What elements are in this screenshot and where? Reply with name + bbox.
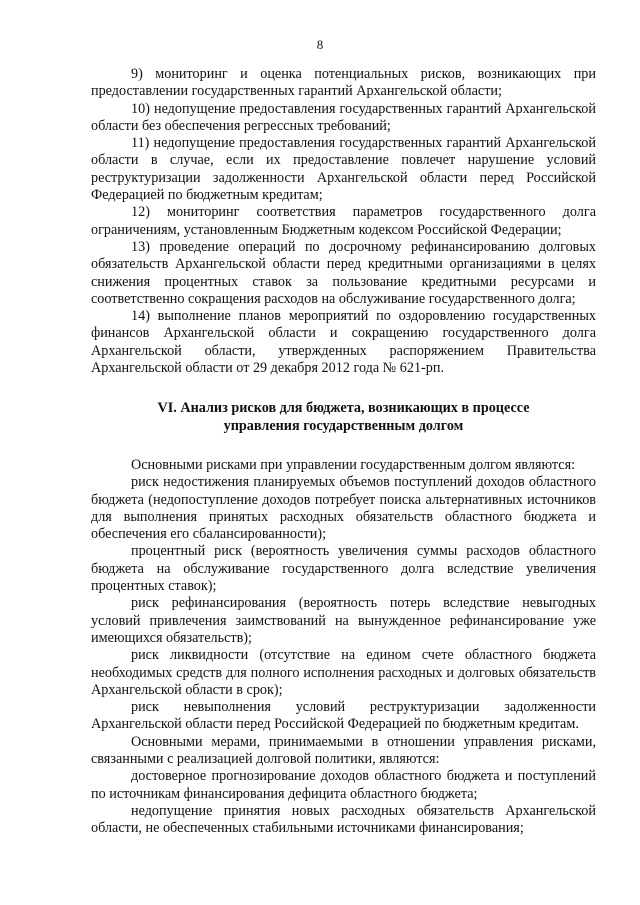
paragraph-refinancing-risk: риск рефинансирования (вероятность потерь вследствие невыгодных условий привлечения заимствований на вынужденное рефинансирование уже имеющихся обязательств); <box>91 595 596 646</box>
list-item-12: 12) мониторинг соответствия параметров государственного долга ограничениям, установленным Бюджетным кодексом Российской Федерации; <box>91 204 596 238</box>
paragraph-forecasting: достоверное прогнозирование доходов областного бюджета и поступлений по источникам финансирования дефицита областного бюджета; <box>91 768 596 802</box>
paragraph-restructuring-risk: риск невыполнения условий реструктуризации задолженности Архангельской области перед Российской Федерацией по бюджетным кредитам. <box>91 699 596 733</box>
paragraph-main-risks: Основными рисками при управлении государственным долгом являются: <box>131 456 576 473</box>
paragraph-interest-risk: процентный риск (вероятность увеличения суммы расходов областного бюджета на обслуживание государственного долга вследствие увеличения процентных ставок); <box>91 543 596 595</box>
section-heading-line-1: VI. Анализ рисков для бюджета, возникающих в процессе <box>157 400 530 417</box>
paragraph-liquidity-risk: риск ликвидности (отсутствие на едином счете областного бюджета необходимых средств для полного исполнения расходных и долговых обязательств Архангельской области в срок); <box>91 647 596 698</box>
paragraph-main-measures: Основными мерами, принимаемыми в отношении управления рисками, связанными с реализацией долговой политики, являются: <box>91 733 596 767</box>
section-heading-line-2: управления государственным долгом <box>223 417 464 434</box>
list-item-9: 9) мониторинг и оценка потенциальных рисков, возникающих при предоставлении государственных гарантий Архангельской области; <box>91 66 596 100</box>
page-number: 8 <box>316 37 324 52</box>
document-body <box>91 66 596 837</box>
paragraph-no-new-obligations: недопущение принятия новых расходных обязательств Архангельской области, не обеспеченных стабильными источниками финансирования; <box>91 802 596 837</box>
section-heading <box>91 400 596 435</box>
list-item-14: 14) выполнение планов мероприятий по оздоровлению государственных финансов Архангельской области и сокращению государственного долга Архангельской области, утвержденных распоряжением Правительства Архангельской области от 29 декабря 2012 года № 621-рп. <box>91 308 596 377</box>
list-item-10: 10) недопущение предоставления государственных гарантий Архангельской области без обеспечения регрессных требований; <box>91 100 596 134</box>
list-item-13: 13) проведение операций по досрочному рефинансированию долговых обязательств Архангельской области перед кредитными организациями в целях снижения процентных ставок за пользование кредитными ресурсами и соответственно сокращения расходов на обслуживание государственного долга; <box>91 238 596 307</box>
paragraph-revenue-risk: риск недостижения планируемых объемов поступлений доходов областного бюджета (недопоступление доходов потребует поиска альтернативных источников для выполнения принятых расходных обязательств областного бюджета и обеспечения его сбалансированности); <box>91 474 596 543</box>
list-item-11: 11) недопущение предоставления государственных гарантий Архангельской области в случае, если их предоставление повлечет нарушение условий реструктуризации задолженности Архангельской области перед Российской Федерацией по бюджетным кредитам; <box>91 135 596 204</box>
